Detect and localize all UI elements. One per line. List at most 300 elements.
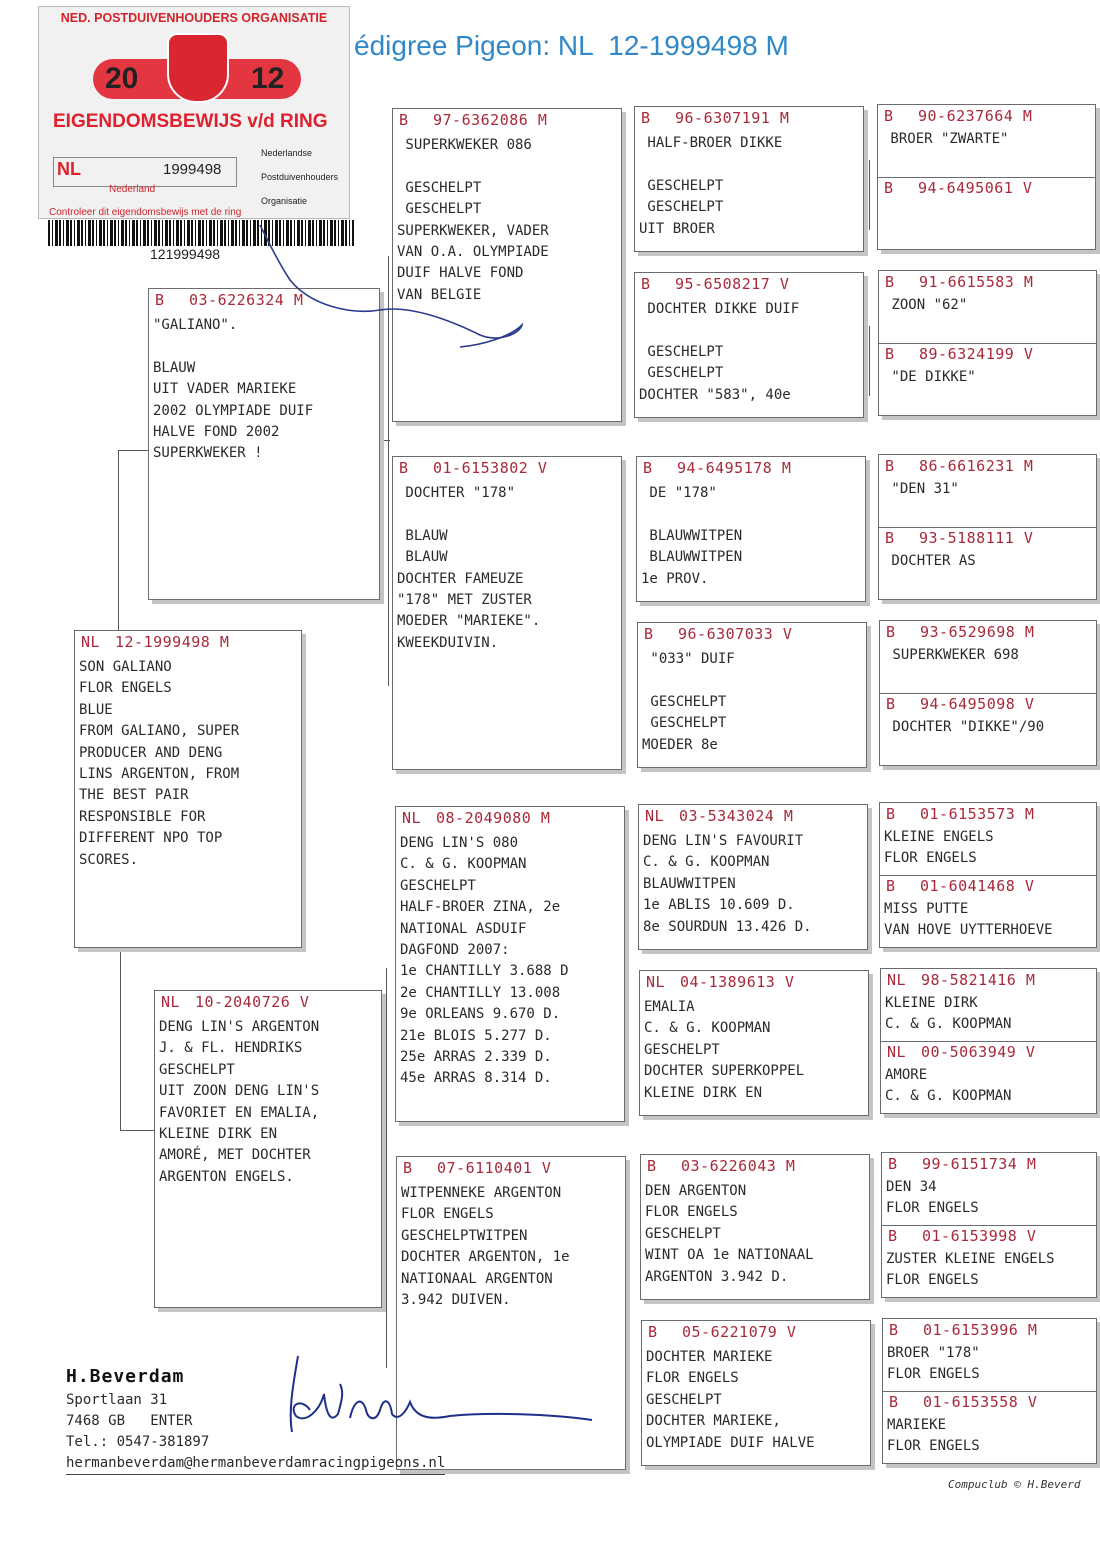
ring-number: 95-6508217 [675,275,771,293]
tree-connector [627,888,628,1058]
ring-header [885,273,1033,291]
note-line: 2002 OLYMPIADE DUIF [153,402,314,419]
ring-number: 91-6615583 [919,273,1015,291]
note-line: KLEINE ENGELS [884,829,994,845]
note-line: DOCHTER SUPERKOPPEL [644,1063,805,1080]
note-line: BLAUW [153,359,196,376]
country-code: B [888,1155,898,1173]
note-line: BLUE [79,701,113,718]
year-right: 12 [251,62,285,95]
note-line: 45e ARRAS 8.314 D. [400,1070,552,1087]
pair-divider [879,527,1096,528]
note-line: 25e ARRAS 2.339 D. [400,1049,552,1066]
ring-header [886,623,1034,641]
ring-header [887,971,1035,989]
note-line: KLEINE DIRK EN [159,1126,278,1143]
note-line: 21e BLOIS 5.277 D. [400,1027,552,1044]
country-code: B [644,625,654,643]
pigeon-notes [639,299,799,406]
ring-ownership-card [38,6,350,219]
note-line: WITPENNEKE ARGENTON [401,1185,562,1201]
country-code: B [889,1393,899,1411]
ring-number: 03-5343024 [679,807,775,825]
tree-connector [624,188,625,358]
note-line: DOCHTER DIKKE DUIF [639,301,800,317]
pigeon-notes [883,295,967,316]
tree-connector [869,676,870,746]
pair-divider [883,1391,1096,1392]
pigeon-card-ggp8 [641,1320,871,1466]
owner-email[interactable]: hermanbeverdam@hermanbeverdamracingpigeons.nl [66,1453,445,1475]
pigeon-notes [79,657,239,871]
pigeon-card-dam [154,990,382,1308]
tree-connector [628,1236,629,1406]
sex-marker: M [540,809,551,827]
pigeon-notes [882,129,1008,150]
note-line: 1e ABLIS 10.609 D. [643,897,795,914]
sex-marker: V [1023,529,1034,547]
note-line: KLEINE DIRK EN [644,1084,763,1101]
note-line: FLOR ENGELS [646,1370,739,1387]
pigeon-notes [883,367,976,388]
note-line: FLOR ENGELS [79,680,172,697]
pigeon-notes [883,479,959,500]
note-line: 9e ORLEANS 9.670 D. [400,1006,561,1023]
note-line: NATIONAAL ARGENTON [401,1270,553,1287]
note-line: DAGFOND 2007: [400,942,510,959]
pigeon-card-ggp2 [634,272,864,418]
country-code: B [886,695,896,713]
pigeon-notes [400,833,569,1090]
pigeon-notes [639,133,782,240]
sex-marker: M [779,109,790,127]
sex-marker: M [1024,805,1035,823]
lion-crest-icon [167,33,229,103]
country-code: B [886,877,896,895]
pair-divider [882,1225,1096,1226]
pigeon-card-gp2 [392,456,622,770]
note-line: ARGENTON ENGELS. [159,1168,294,1185]
note-line: UIT VADER MARIEKE [153,381,297,398]
note-line: BLAUWWITPEN [641,527,743,544]
note-line: HALVE FOND 2002 [153,424,280,441]
note-line: "178" MET ZUSTER [397,592,532,609]
note-line: FLOR ENGELS [887,1438,980,1455]
tree-connector [873,1208,874,1278]
pigeon-notes [401,1183,570,1311]
note-line: BLAUW [397,549,448,566]
note-line [639,154,782,175]
ring-header [886,877,1034,895]
handwritten-signature [280,1340,610,1450]
note-line: DOCHTER FAMEUZE [397,570,524,587]
pigeon-notes [886,1249,1055,1292]
ring-header [888,1227,1036,1245]
note-line: HALF-BROER DIKKE [639,135,783,151]
pigeon-notes [397,483,540,654]
tree-connector [118,450,119,632]
note-line: AMORE [885,1067,928,1083]
sex-marker: M [1024,623,1035,641]
note-line: "DE DIKKE" [883,369,976,385]
note-line: FLOR ENGELS [401,1206,494,1223]
note-line: GESCHELPT [646,1391,722,1408]
sex-marker: M [783,807,794,825]
ring-header [402,809,550,827]
ring-header [399,111,547,129]
note-line: "DEN 31" [883,481,959,497]
note-line: DOCHTER MARIEKE [646,1349,773,1365]
note-line: "033" DUIF [642,651,735,667]
pigeon-notes [885,1065,1011,1108]
pigeon-notes [884,645,1019,666]
sex-marker: V [1024,695,1035,713]
ring-header [161,993,309,1011]
note-line: FLOR ENGELS [887,1366,980,1383]
sex-marker: M [1027,1321,1038,1339]
country-code: NL [887,971,907,989]
ring-header [889,1393,1037,1411]
note-line: GESCHELPT [642,693,727,710]
tree-connector [871,858,872,928]
note-line: FROM GALIANO, SUPER [79,723,240,740]
ownership-label: EIGENDOMSBEWIJS v/d RING [53,111,328,132]
pigeon-notes [883,551,976,572]
note-line: BROER "ZWARTE" [882,131,1009,147]
note-line: DENG LIN'S 080 [400,835,519,851]
note-line: AMORÉ, MET DOCHTER [159,1147,311,1164]
tree-connector [869,510,870,580]
pigeon-notes [887,1415,980,1458]
note-line [397,156,549,177]
note-line: KLEINE DIRK [885,995,978,1011]
ring-number: 01-6153996 [923,1321,1019,1339]
note-line: SUPERKWEKER, VADER [397,222,549,239]
note-line: GESCHELPT [639,343,724,360]
note-line: DOCHTER ARGENTON, 1e [401,1249,570,1266]
note-line: HALF-BROER ZINA, 2e [400,899,561,916]
sex-marker: V [1024,877,1035,895]
ring-number: 01-6153573 [920,805,1016,823]
check-note: Controleer dit eigendomsbewijs met de ring [49,207,242,218]
note-line [397,504,540,525]
note-line: FLOR ENGELS [645,1204,738,1221]
note-line: UIT ZOON DENG LIN'S [159,1083,320,1100]
note-line: UIT BROER [639,220,715,237]
pigeon-notes [641,483,742,590]
country-name: Nederland [109,184,156,195]
owner-phone: Tel.: 0547-381897 [66,1434,210,1450]
note-line: VAN O.A. OLYMPIADE [397,244,549,261]
note-line: DIFFERENT NPO TOP [79,830,223,847]
country-code: B [399,111,409,129]
country-code: B [155,291,165,309]
sex-marker: V [537,459,548,477]
ring-header [884,179,1032,197]
pair-divider [878,177,1095,178]
npo-line: Nederlandse [261,148,313,158]
note-line: MARIEKE [887,1417,947,1433]
pigeon-notes [884,899,1053,942]
note-line: SUPERKWEKER 698 [884,647,1019,663]
note-line: 3.942 DUIVEN. [401,1292,511,1309]
note-line: SON GALIANO [79,659,172,675]
country-code: B [889,1321,899,1339]
country-code: B [885,273,895,291]
country-code: NL [645,807,665,825]
sex-marker: V [1026,1227,1037,1245]
note-line: GESCHELPT [159,1061,235,1078]
ring-header [641,109,789,127]
sex-marker: V [541,1159,552,1177]
tree-connector [873,1374,874,1444]
note-line: DOCHTER "DIKKE"/90 [884,719,1045,735]
sex-marker: V [1027,1393,1038,1411]
ring-header [885,345,1033,363]
pigeon-card-subject [74,630,302,948]
ring-header [647,1157,795,1175]
pigeon-card-ggp6 [639,970,869,1116]
note-line: 2e CHANTILLY 13.008 [400,984,561,1001]
pigeon-card-pair-2 [878,270,1097,416]
ring-number: 90-6237664 [918,107,1014,125]
note-line: THE BEST PAIR [79,787,189,804]
country-code: B [888,1227,898,1245]
ring-number: 12-1999498 [115,633,211,651]
npo-line: Organisatie [261,196,308,206]
note-line: DOCHTER MARIEKE, [646,1413,781,1430]
sex-marker: M [1023,273,1034,291]
country-code: B [886,623,896,641]
note-line: SUPERKWEKER 086 [397,137,532,153]
ring-header [646,973,794,991]
ring-number: 10-2040726 [195,993,291,1011]
ring-number: 97-6362086 [433,111,529,129]
sex-marker: M [537,111,548,129]
pigeon-card-pair-6 [880,968,1097,1114]
ring-header [885,457,1033,475]
country-code: NL [402,809,422,827]
note-line: GESCHELPT [644,1041,720,1058]
pigeon-card-gp3 [395,806,625,1122]
ring-number: 96-6307033 [678,625,774,643]
country-code: B [884,107,894,125]
note-line: GESCHELPTWITPEN [401,1227,528,1244]
tree-connector [386,968,387,1368]
ring-number: 08-2049080 [436,809,532,827]
note-line: GESCHELPT [397,201,482,218]
ring-number: 1999498 [163,161,222,178]
country-code: B [885,529,895,547]
sex-marker: M [781,459,792,477]
ring-number: 86-6616231 [919,457,1015,475]
organisation-name: NED. POSTDUIVENHOUDERS ORGANISATIE [60,11,328,25]
pigeon-notes [886,1177,979,1220]
tree-connector [120,1130,154,1131]
note-line: NATIONAL ASDUIF [400,920,527,937]
note-line: LINS ARGENTON, FROM [79,766,240,783]
note-line: DUIF HALVE FOND [397,265,524,282]
country-code: B [641,275,651,293]
note-line: WINT OA 1e NATIONAAL [645,1247,814,1264]
ring-header [644,625,792,643]
country-code: B [885,457,895,475]
ring-header [81,633,229,651]
tree-connector [624,536,625,706]
tree-connector [869,160,870,230]
ring-number: 94-6495061 [918,179,1014,197]
note-line: MOEDER 8e [642,736,718,753]
pigeon-notes [159,1017,319,1188]
note-line: RESPONSIBLE FOR [79,808,206,825]
ring-header [886,805,1034,823]
ring-header [641,275,789,293]
ring-header [645,807,793,825]
ring-number: 01-6153558 [923,1393,1019,1411]
pigeon-notes [884,827,994,870]
note-line: OLYMPIADE DUIF HALVE [646,1434,815,1451]
pair-divider [879,343,1096,344]
note-line: C. & G. KOOPMAN [885,1016,1012,1033]
note-line: DENG LIN'S ARGENTON [159,1019,320,1035]
ring-number: 99-6151734 [922,1155,1018,1173]
owner-street: Sportlaan 31 [66,1392,168,1408]
footer-credit: Compuclub © H.Beverd [948,1478,1081,1491]
country-code: B [643,459,653,477]
tree-connector [118,450,148,451]
sex-marker: V [299,993,310,1011]
ring-number: 94-6495098 [920,695,1016,713]
country-code: B [885,345,895,363]
ring-header [884,107,1032,125]
ring-number: 04-1389613 [680,973,776,991]
ring-number: 93-5188111 [919,529,1015,547]
note-line: MOEDER "MARIEKE". [397,613,541,630]
pair-divider [880,875,1096,876]
tree-connector [120,950,121,1130]
ring-number: 07-6110401 [437,1159,533,1177]
ring-header [399,459,547,477]
sex-marker: M [219,633,230,651]
npo-line: Postduivenhouders [261,172,339,182]
note-line: GESCHELPT [400,877,476,894]
npo-logo-text [261,141,338,213]
note-line: J. & FL. HENDRIKS [159,1040,303,1057]
pigeon-card-ggp5 [638,804,868,950]
country-code: B [647,1157,657,1175]
ring-number: 01-6041468 [920,877,1016,895]
note-line: BLAUWWITPEN [643,875,736,892]
note-line: FLOR ENGELS [886,1272,979,1289]
note-line: DOCHTER "583", 40e [639,386,791,403]
note-line: GESCHELPT [639,199,724,216]
note-line: BLAUWWITPEN [641,549,743,566]
note-line: MISS PUTTE [884,901,969,917]
note-line: GESCHELPT [639,177,724,194]
country-code: NL [57,159,81,179]
sex-marker: M [293,291,304,309]
country-code: NL [646,973,666,991]
ring-number: 01-6153998 [922,1227,1018,1245]
note-line: GESCHELPT [639,365,724,382]
barcode-number: 121999498 [150,246,221,262]
pigeon-notes [884,717,1044,738]
pigeon-notes [646,1347,815,1454]
pigeon-card-ggp7 [640,1154,870,1300]
sex-marker: V [786,1323,797,1341]
note-line: DEN 34 [886,1179,937,1195]
pigeon-card-ggp4 [637,622,867,768]
pigeon-notes [645,1181,814,1288]
pigeon-card-pair-7 [881,1152,1097,1298]
ring-header [888,1155,1036,1173]
pair-divider [880,693,1096,694]
owner-city: 7468 GB ENTER [66,1413,193,1429]
sex-marker: M [1026,1155,1037,1173]
ring-header [643,459,791,477]
note-line: GESCHELPT [645,1225,721,1242]
pigeon-card-pair-3 [878,454,1097,600]
country-code: B [403,1159,413,1177]
ink-stroke [250,225,550,365]
ring-number: 93-6529698 [920,623,1016,641]
note-line: 8e SOURDUN 13.426 D. [643,918,812,935]
pigeon-notes [887,1343,980,1386]
ring-header [886,695,1034,713]
ring-number: 00-5063949 [921,1043,1017,1061]
note-line: C. & G. KOOPMAN [885,1088,1012,1105]
pigeon-notes [885,993,1011,1036]
pair-divider [881,1041,1096,1042]
ring-header [887,1043,1035,1061]
country-code: NL [161,993,181,1011]
sex-marker: V [1022,179,1033,197]
pigeon-notes [642,649,735,756]
note-line: FAVORIET EN EMALIA, [159,1104,320,1121]
ring-header [403,1159,551,1177]
note-line: ZOON "62" [883,297,968,313]
note-line: DOCHTER AS [883,553,976,569]
note-line: ARGENTON 3.942 D. [645,1268,789,1285]
note-line [641,504,742,525]
note-line: DOCHTER "178" [397,485,516,501]
sex-marker: V [782,625,793,643]
sex-marker: V [1025,1043,1036,1061]
note-line: VAN BELGIE [397,286,482,303]
tree-connector [384,440,390,441]
page-title: édigree Pigeon: NL 12-1999498 M [354,30,789,61]
pigeon-card-pair-4 [879,620,1097,766]
note-line [642,670,735,691]
pigeon-notes [644,997,804,1104]
note-line: BLAUW [397,527,448,544]
ring-number: 03-6226043 [681,1157,777,1175]
note-line: "GALIANO". [153,317,238,333]
ring-number: 96-6307191 [675,109,771,127]
note-line: ZUSTER KLEINE ENGELS [886,1251,1055,1267]
ring-number: 01-6153802 [433,459,529,477]
note-line: 1e PROV. [641,570,709,587]
note-line: KWEEKDUIVIN. [397,634,499,651]
note-line: SUPERKWEKER ! [153,445,263,462]
pigeon-card-pair-5 [879,802,1097,948]
note-line: GESCHELPT [397,179,482,196]
country-code: B [399,459,409,477]
country-code: NL [887,1043,907,1061]
tree-connector [869,326,870,396]
country-code: B [884,179,894,197]
note-line: BROER "178" [887,1345,980,1361]
